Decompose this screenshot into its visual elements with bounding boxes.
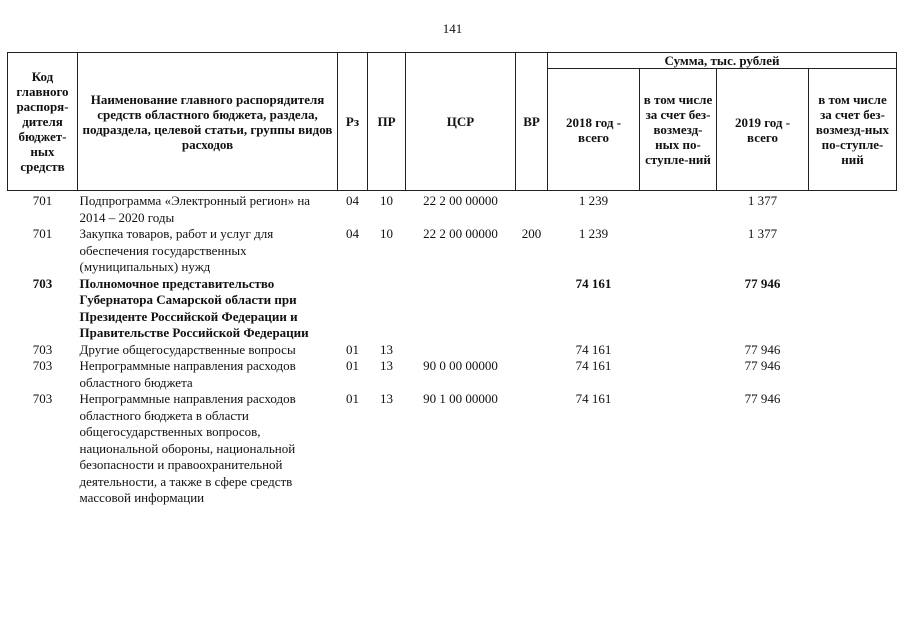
page-number: 141 [442,21,463,36]
cell-pr: 13 [380,341,393,357]
cell-code: 701 [32,193,53,208]
cell-2019-total: 1 377 [747,226,778,241]
header-pr: ПР [368,53,406,191]
cell-2019-total: 77 946 [744,358,781,373]
header-2018-grants: в том числе за счет без-возмезд-ных по-ступле-ний [640,69,717,191]
cell-name: Закупка товаров, работ и услуг для обеспечения государственных (муниципальных) нужд [79,226,274,274]
cell-vr [516,191,548,227]
cell-2019-grants [809,342,897,359]
cell-code: 703 [32,391,53,406]
table-row [8,342,897,359]
cell-csr [406,342,516,359]
cell-2019-grants [809,358,897,391]
header-rz: Рз [338,53,368,191]
header-2019-grants: в том числе за счет без-возмезд-ных по-ступле-ний [809,69,897,191]
table-row [8,276,897,342]
cell-csr: 90 1 00 00000 [423,391,498,406]
cell-rz: 01 [346,358,359,373]
cell-2018-total: 1 239 [578,226,609,241]
cell-name: Непрограммные направления расходов областного бюджета [79,358,296,390]
cell-2018-grants [640,358,717,391]
cell-pr: 10 [380,193,393,208]
cell-2019-grants [809,226,897,276]
cell-vr: 200 [521,226,542,241]
cell-name: Подпрограмма «Электронный регион» на 2014 – 2020 годы [79,193,311,225]
cell-csr: 22 2 00 00000 [423,226,498,241]
cell-2019-total: 1 377 [747,193,778,208]
cell-name: Полномочное представительство Губернатора Самарской области при Президенте Российской Федерации и Правительстве Российской Федерации [79,275,309,340]
header-2019-total: 2019 год - всего [717,69,809,191]
cell-2019-total: 77 946 [744,391,781,406]
cell-2018-grants [640,226,717,276]
cell-pr: 13 [380,391,393,406]
cell-2019-grants [809,391,897,507]
cell-rz [338,276,368,342]
cell-code: 701 [32,226,53,241]
cell-csr: 90 0 00 00000 [423,358,498,373]
header-vr: ВР [516,53,548,191]
cell-vr [516,342,548,359]
cell-2018-grants [640,191,717,227]
cell-csr: 22 2 00 00000 [423,193,498,208]
cell-2019-total: 77 946 [744,275,781,291]
cell-2018-total: 74 161 [575,341,612,357]
table-row [8,358,897,391]
cell-vr [516,391,548,507]
cell-2018-total: 74 161 [575,275,612,291]
cell-2019-grants [809,191,897,227]
table-row [8,391,897,507]
header-csr: ЦСР [406,53,516,191]
header-sum-group: Сумма, тыс. рублей [548,53,897,69]
header-name: Наименование главного распорядителя средств областного бюджета, раздела, подраздела, целевой статьи, группы видов расходов [78,53,338,191]
cell-vr [516,358,548,391]
cell-rz: 04 [346,193,359,208]
table-header [8,53,897,191]
cell-2019-grants [809,276,897,342]
cell-rz: 04 [346,226,359,241]
table-row [8,226,897,276]
cell-rz: 01 [346,341,359,357]
cell-2018-grants [640,342,717,359]
cell-name: Другие общегосударственные вопросы [79,341,296,357]
cell-code: 703 [32,341,53,357]
cell-vr [516,276,548,342]
cell-2019-total: 77 946 [744,341,781,357]
header-2018-total: 2018 год - всего [548,69,640,191]
cell-rz: 01 [346,391,359,406]
cell-pr [368,276,406,342]
header-code: Код главного распоря-дителя бюджет-ных средств [8,53,78,191]
cell-pr: 10 [380,226,393,241]
cell-2018-total: 74 161 [575,391,612,406]
cell-code: 703 [32,275,53,291]
cell-name: Непрограммные направления расходов областного бюджета в области общегосударственных вопросов, национальной обороны, национальной безопасности и правоохранительной деятельности, а также в сфере средств массовой информации [79,391,296,505]
cell-2018-total: 74 161 [575,358,612,373]
table-body [8,191,897,507]
cell-2018-grants [640,391,717,507]
budget-table [7,52,897,507]
cell-2018-grants [640,276,717,342]
cell-pr: 13 [380,358,393,373]
cell-csr [406,276,516,342]
cell-2018-total: 1 239 [578,193,609,208]
table-row [8,191,897,227]
cell-code: 703 [32,358,53,373]
